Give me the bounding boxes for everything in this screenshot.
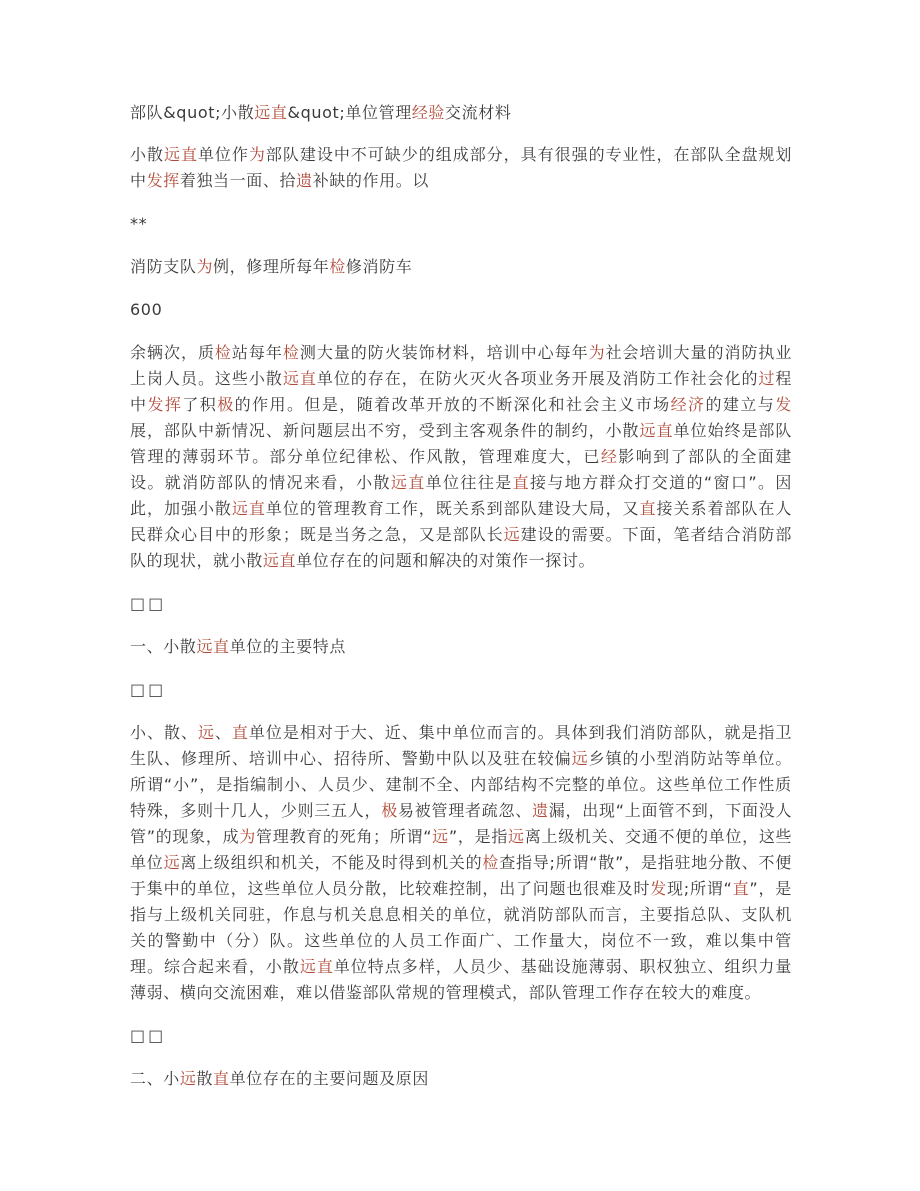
fallback-red-char: 过 [758, 369, 776, 388]
fallback-red-char: 经 [670, 395, 688, 414]
fallback-red-char: 检 [214, 343, 232, 362]
fallback-red-char: 远 [231, 499, 249, 518]
fallback-red-char: 远 [262, 551, 280, 570]
section-heading: 二、小远散直单位存在的主要问题及原因 [130, 1069, 429, 1088]
paragraph: 余辆次，质检站每年检测大量的防火装饰材料，培训中心每年为社会培训大量的消防执业上岗人员。这些小散远直单位的存在，在防火灭火各项业务开展及消防工作社会化的过程中发挥了积极的作用。但是，随着改革开放的不断深化和社会主义市场经济的建立与发展，部队中新情况、新问题层出不穷，受到主客观条件的制约，小散远直单位始终是部队管理的薄弱环节。部分单位纪律松、作风散，管理难度大，已经影响到了部队的全面建设。就消防部队的情况来看，小散远直单位往往是直接与地方群众打交道的“窗口”。因此，加强小散远直单位的管理教育工作，既关系到部队建设大局，又直接关系着部队在人民群众心目中的形象；既是当务之急，又是部队长远建设的需要。下面，笔者结合消防部队的现状，就小散远直单位存在的问题和解决的对策作一探讨。 [130, 343, 793, 570]
doc-title: 部队&quot;小散远直&quot;单位管理经验交流材料 [130, 103, 512, 122]
fallback-red-char: 直 [732, 879, 750, 898]
fallback-red-char: 直 [180, 145, 198, 164]
fallback-red-char: 直 [408, 473, 426, 492]
fallback-red-char: 遗 [296, 171, 313, 190]
fallback-red-char: 直 [213, 1069, 230, 1088]
fallback-red-char: 远 [179, 1069, 197, 1088]
fallback-red-char: 直 [512, 473, 530, 492]
fallback-red-char: 远 [197, 723, 215, 742]
fallback-red-char: 经 [411, 103, 429, 122]
fallback-red-char: 为 [239, 827, 257, 846]
fallback-red-char: 直 [213, 637, 230, 656]
fallback-red-char: 为 [196, 257, 214, 276]
fallback-red-char: 遗 [532, 801, 549, 820]
fallback-red-char: 远 [390, 473, 409, 492]
fallback-red-char: 极 [381, 801, 398, 820]
fallback-red-char: 远 [254, 103, 271, 122]
fallback-red-char: 远 [508, 827, 525, 846]
placeholder-boxes: □□ [130, 680, 167, 699]
fallback-red-char: 发 [147, 395, 165, 414]
placeholder-boxes: □□ [130, 594, 167, 613]
fallback-red-char: 直 [299, 369, 317, 388]
fallback-red-char: 直 [639, 499, 657, 518]
fallback-red-char: 为 [588, 343, 606, 362]
fallback-red-char: 远 [282, 369, 300, 388]
fallback-red-char: 直 [270, 103, 288, 122]
fallback-red-char: 直 [231, 723, 249, 742]
fallback-red-char: 发 [146, 171, 164, 190]
fallback-red-char: 发 [650, 879, 667, 898]
fallback-red-char: 远 [163, 145, 181, 164]
paragraph: ** [130, 214, 148, 233]
fallback-red-char: 远 [196, 637, 214, 656]
paragraph: 600 [130, 300, 163, 319]
fallback-red-char: 挥 [163, 171, 180, 190]
fallback-red-char: 远 [163, 853, 181, 872]
fallback-red-char: 挥 [164, 395, 183, 414]
paragraph: 小、散、远、直单位是相对于大、近、集中单位而言的。具体到我们消防部队，就是指卫生队、修理所、培训中心、招待所、警勤中队以及驻在较偏远乡镇的小型消防站等单位。所谓“小”，是指编制小、人员少、建制不全、内部结构不完整的单位。这些单位工作性质特殊，多则十几人，少则三五人，极易被管理者疏忽、遗漏，出现“上面管不到，下面没人管”的现象，成为管理教育的死角；所谓“远”，是指远离上级机关、交通不便的单位，这些单位远离上级组织和机关，不能及时得到机关的检查指导;所谓“散”，是指驻地分散、不便于集中的单位，这些单位人员分散，比较难控制，出了问题也很难及时发现;所谓“直”，是指与上级机关同驻，作息与机关息息相关的单位，就消防部队而言，主要指总队、支队机关的警勤中（分）队。这些单位的人员工作面广、工作量大，岗位不一致，难以集中管理。综合起来看，小散远直单位特点多样，人员少、基础设施薄弱、职权独立、组织力量薄弱、横向交流困难，难以借鉴部队常规的管理模式，部队管理工作存在较大的难度。 [130, 723, 793, 1002]
fallback-red-char: 远 [639, 421, 657, 440]
fallback-red-char: 为 [248, 145, 266, 164]
section-heading: 一、小散远直单位的主要特点 [130, 637, 346, 656]
fallback-red-char: 验 [428, 103, 446, 122]
fallback-red-char: 极 [217, 395, 235, 414]
fallback-red-char: 经 [600, 447, 619, 466]
fallback-red-char: 检 [482, 853, 500, 872]
fallback-red-char: 远 [503, 525, 521, 544]
fallback-red-char: 直 [316, 957, 334, 976]
document-body [130, 100, 792, 1092]
paragraph: 小散远直单位作为部队建设中不可缺少的组成部分，具有很强的专业性，在部队全盘规划中发挥着独当一面、拾遗补缺的作用。以 [130, 145, 793, 190]
fallback-red-char: 远 [432, 827, 449, 846]
fallback-red-char: 直 [279, 551, 297, 570]
fallback-red-char: 直 [248, 499, 266, 518]
fallback-red-char: 检 [282, 343, 300, 362]
fallback-red-char: 直 [656, 421, 674, 440]
fallback-red-char: 发 [775, 395, 792, 414]
fallback-red-char: 检 [329, 257, 346, 276]
fallback-red-char: 济 [688, 395, 706, 414]
fallback-red-char: 远 [571, 749, 589, 768]
paragraph: 消防支队为例，修理所每年检修消防车 [130, 257, 413, 276]
placeholder-boxes: □□ [130, 1026, 167, 1045]
fallback-red-char: 远 [299, 957, 317, 976]
